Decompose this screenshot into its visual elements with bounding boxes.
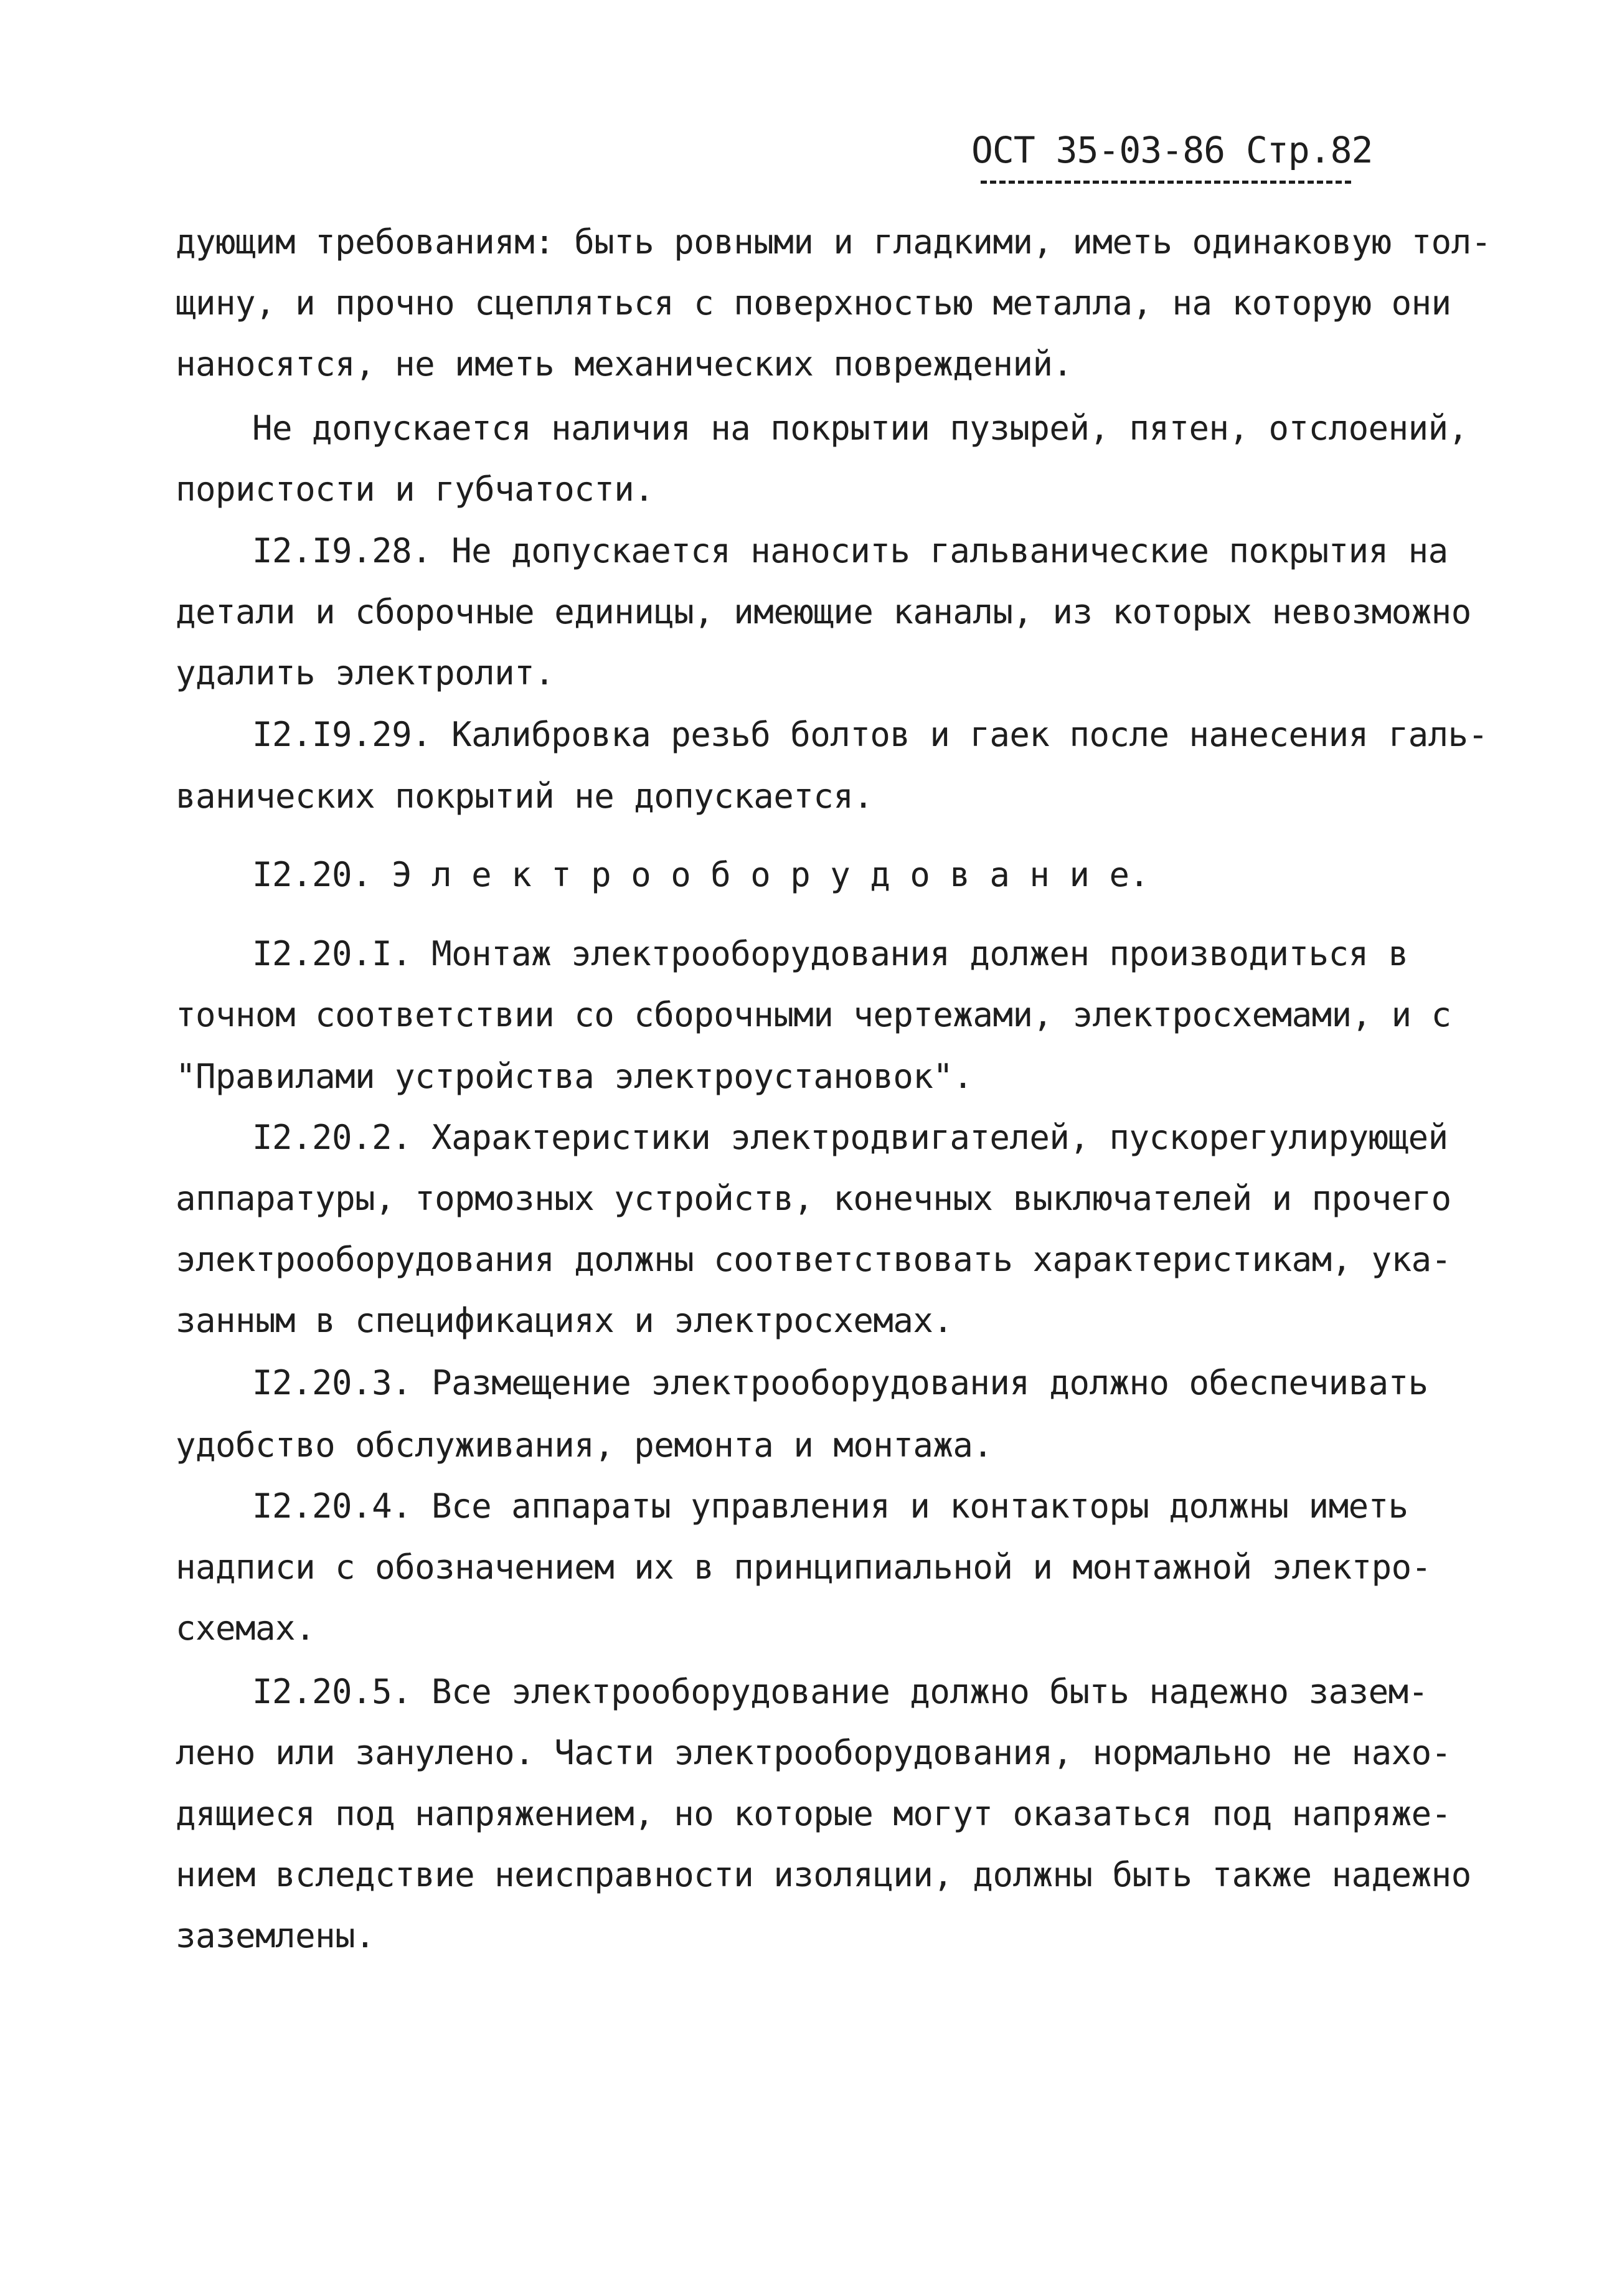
text-line: занным в спецификациях и электросхемах. (176, 1301, 953, 1340)
text-line: I2.20.5. Все электрооборудование должно быть надежно зазем- (252, 1672, 1428, 1711)
text-line: надписи с обозначением их в принципиальной и монтажной электро- (176, 1547, 1431, 1587)
text-line: лено или занулено. Части электрооборудования, нормально не нахо- (176, 1733, 1451, 1772)
text-line: I2.20.2. Характеристики электродвигателей, пускорегулирующей (252, 1118, 1448, 1157)
text-line: точном соответствии со сборочными чертежами, электросхемами, и с (176, 995, 1451, 1034)
section-heading: I2.20. Э л е к т р о о б о р у д о в а н и е. (252, 855, 1149, 894)
text-line: схемах. (176, 1609, 316, 1648)
page-header-code: ОСТ 35-03-86 Стр.82 (971, 129, 1373, 171)
text-line: заземлены. (176, 1916, 375, 1955)
text-line: I2.20.I. Монтаж электрооборудования должен производиться в (252, 934, 1408, 973)
text-line: I2.20.4. Все аппараты управления и контакторы должны иметь (252, 1486, 1408, 1526)
text-line: аппаратуры, тормозных устройств, конечных выключателей и прочего (176, 1179, 1451, 1218)
text-line: Не допускается наличия на покрытии пузырей, пятен, отслоений, (252, 409, 1468, 448)
text-line: I2.I9.28. Не допускается наносить гальванические покрытия на (252, 531, 1448, 570)
text-line: I2.I9.29. Калибровка резьб болтов и гаек после нанесения галь- (252, 715, 1488, 754)
text-line: наносятся, не иметь механических повреждений. (176, 344, 1073, 384)
text-line: удобство обслуживания, ремонта и монтажа. (176, 1425, 993, 1465)
text-line: нием вследствие неисправности изоляции, должны быть также надежно (176, 1855, 1471, 1894)
text-line: ванических покрытий не допускается. (176, 777, 874, 816)
text-line: "Правилами устройства электроустановок". (176, 1057, 973, 1096)
header-underline (981, 181, 1351, 184)
text-line: электрооборудования должны соответствовать характеристикам, ука- (176, 1240, 1451, 1279)
text-line: дящиеся под напряжением, но которые могут оказаться под напряже- (176, 1794, 1451, 1833)
text-line: дующим требованиям: быть ровными и гладкими, иметь одинаковую тол- (176, 222, 1491, 262)
text-line: удалить электролит. (176, 653, 555, 692)
text-line: I2.20.3. Размещение электрооборудования должно обеспечивать (252, 1363, 1428, 1402)
text-line: пористости и губчатости. (176, 470, 654, 509)
text-line: детали и сборочные единицы, имеющие каналы, из которых невозможно (176, 592, 1471, 631)
text-line: щину, и прочно сцепляться с поверхностью металла, на которую они (176, 283, 1451, 323)
